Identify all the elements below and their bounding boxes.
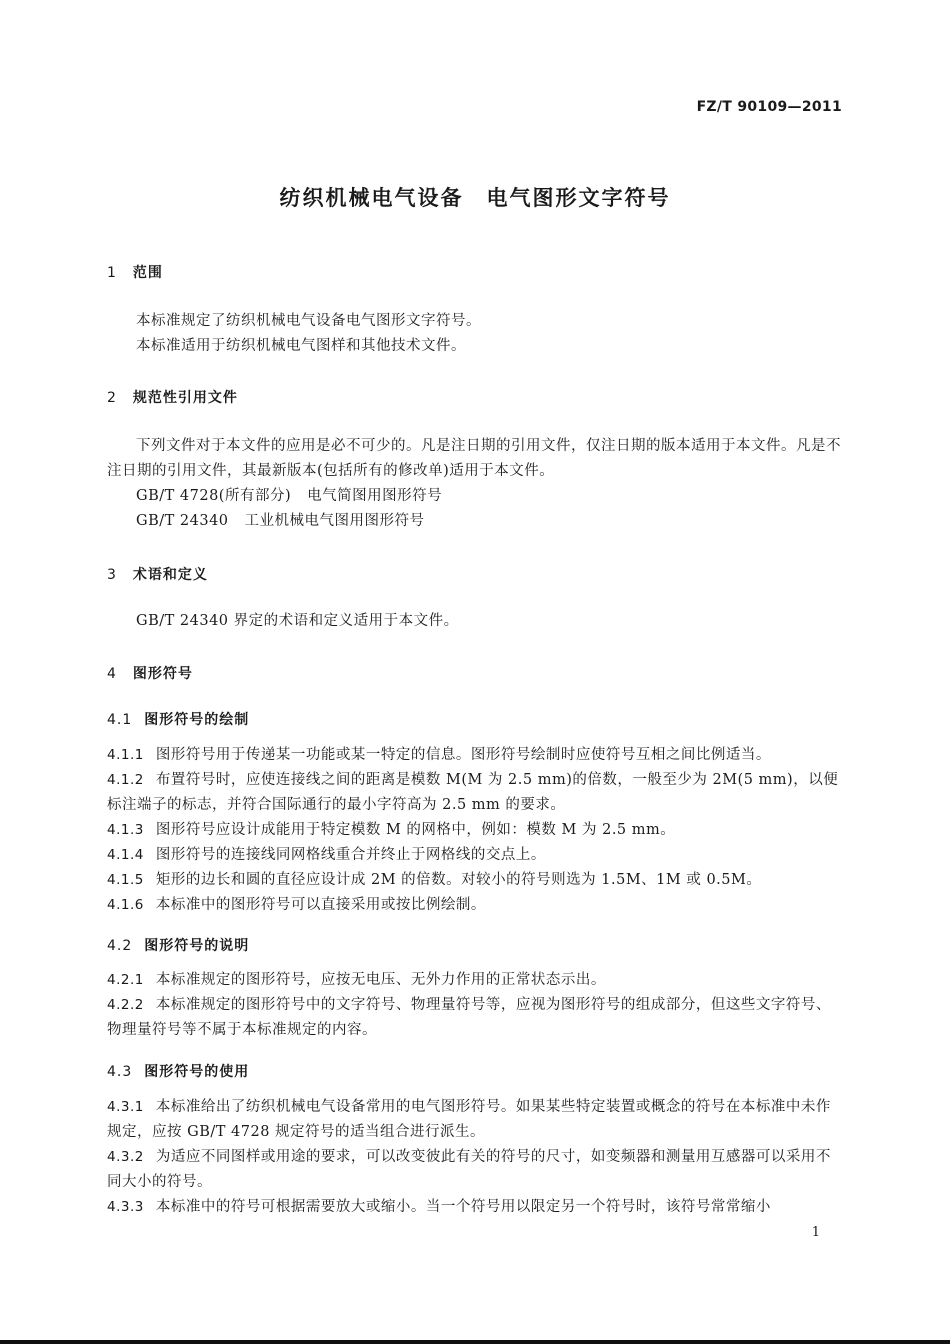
subsection-number: 4.3 [107, 1064, 133, 1080]
paragraph: 本标准规定了纺织机械电气设备电气图形文字符号。 [136, 313, 481, 329]
section-2-body [107, 434, 843, 534]
standard-code: FZ/T 90109—2011 [696, 99, 842, 115]
clause [107, 893, 843, 918]
clause-text: 图形符号用于传递某一功能或某一特定的信息。图形符号绘制时应使符号互相之间比例适当。 [155, 747, 771, 763]
reference-code: GB/T 4728(所有部分) [136, 488, 292, 504]
clause-number: 4.3.3 [107, 1199, 144, 1215]
bottom-border [0, 1340, 950, 1344]
clause-number: 4.1.3 [107, 822, 144, 838]
section-number: 4 [107, 666, 117, 682]
reference-title: 电气简图用图形符号 [307, 488, 443, 504]
section-2-heading [107, 387, 238, 407]
section-number: 1 [107, 265, 117, 281]
subsection-4-1-heading [107, 709, 249, 729]
section-title: 图形符号 [132, 666, 193, 682]
reference-code: GB/T 24340 [136, 513, 229, 529]
clause [107, 1145, 843, 1195]
document-title: 纺织机械电气设备 电气图形文字符号 [279, 186, 671, 210]
paragraph: 下列文件对于本文件的应用是必不可少的。凡是注日期的引用文件，仅注日期的版本适用于本文件。凡是不注日期的引用文件，其最新版本(包括所有的修改单)适用于本文件。 [107, 438, 841, 479]
section-4-heading [107, 663, 193, 683]
subsection-title: 图形符号的使用 [144, 1064, 250, 1080]
section-1-body [107, 309, 843, 359]
clause-text: 图形符号的连接线同网格线重合并终止于网格线的交点上。 [155, 847, 546, 863]
clause-text: 为适应不同图样或用途的要求，可以改变彼此有关的符号的尺寸，如变频器和测量用互感器可以采用不同大小的符号。 [107, 1149, 831, 1190]
clause-number: 4.1.2 [107, 772, 144, 788]
clause-text: 本标准给出了纺织机械电气设备常用的电气图形符号。如果某些特定装置或概念的符号在本标准中未作规定，应按 GB/T 4728 规定符号的适当组合进行派生。 [107, 1099, 831, 1140]
clause-text: 图形符号应设计成能用于特定模数 M 的网格中，例如：模数 M 为 2.5 mm。 [155, 822, 676, 838]
clause [107, 768, 843, 818]
subsection-number: 4.1 [107, 712, 133, 728]
section-number: 2 [107, 390, 117, 406]
subsection-4-2-heading [107, 935, 249, 955]
clause [107, 1195, 843, 1220]
section-title: 规范性引用文件 [132, 390, 238, 406]
clause [107, 993, 843, 1043]
clause-text: 本标准中的图形符号可以直接采用或按比例绘制。 [155, 897, 486, 913]
normative-reference [107, 484, 843, 509]
clause-number: 4.1.5 [107, 872, 144, 888]
clause [107, 743, 843, 768]
subsection-number: 4.2 [107, 938, 133, 954]
clause-text: 本标准中的符号可根据需要放大或缩小。当一个符号用以限定另一个符号时，该符号常常缩小 [155, 1199, 771, 1215]
page-number: 1 [811, 1225, 820, 1240]
paragraph: GB/T 24340 界定的术语和定义适用于本文件。 [136, 613, 459, 629]
reference-title: 工业机械电气图用图形符号 [244, 513, 425, 529]
clause [107, 818, 843, 843]
clause-number: 4.1.4 [107, 847, 144, 863]
section-title: 术语和定义 [132, 567, 208, 583]
clause-number: 4.1.6 [107, 897, 144, 913]
paragraph: 本标准适用于纺织机械电气图样和其他技术文件。 [136, 338, 466, 354]
section-title: 范围 [132, 265, 163, 281]
clause-number: 4.2.1 [107, 972, 144, 988]
subsection-title: 图形符号的绘制 [144, 712, 250, 728]
subsection-4-3-heading [107, 1061, 249, 1081]
clause [107, 843, 843, 868]
section-3-body [107, 609, 843, 634]
clause [107, 968, 843, 993]
clause-text: 本标准规定的图形符号中的文字符号、物理量符号等，应视为图形符号的组成部分，但这些文字符号、物理量符号等不属于本标准规定的内容。 [107, 997, 831, 1038]
subsection-4-3-body [107, 1095, 843, 1220]
section-3-heading [107, 564, 208, 584]
clause-number: 4.3.2 [107, 1149, 144, 1165]
section-number: 3 [107, 567, 117, 583]
section-1-heading [107, 262, 163, 282]
clause-number: 4.2.2 [107, 997, 144, 1013]
clause-text: 布置符号时，应使连接线之间的距离是模数 M(M 为 2.5 mm)的倍数，一般至少为 2M(5 mm)，以便标注端子的标志，并符合国际通行的最小字符高为 2.5 mm 的要求。 [107, 772, 839, 813]
subsection-4-2-body [107, 968, 843, 1043]
clause [107, 868, 843, 893]
clause [107, 1095, 843, 1145]
clause-number: 4.1.1 [107, 747, 144, 763]
clause-text: 本标准规定的图形符号，应按无电压、无外力作用的正常状态示出。 [155, 972, 606, 988]
clause-number: 4.3.1 [107, 1099, 144, 1115]
normative-reference [107, 509, 843, 534]
subsection-title: 图形符号的说明 [144, 938, 250, 954]
subsection-4-1-body [107, 743, 843, 918]
clause-text: 矩形的边长和圆的直径应设计成 2M 的倍数。对较小的符号则选为 1.5M、1M 或 0.5M。 [155, 872, 762, 888]
